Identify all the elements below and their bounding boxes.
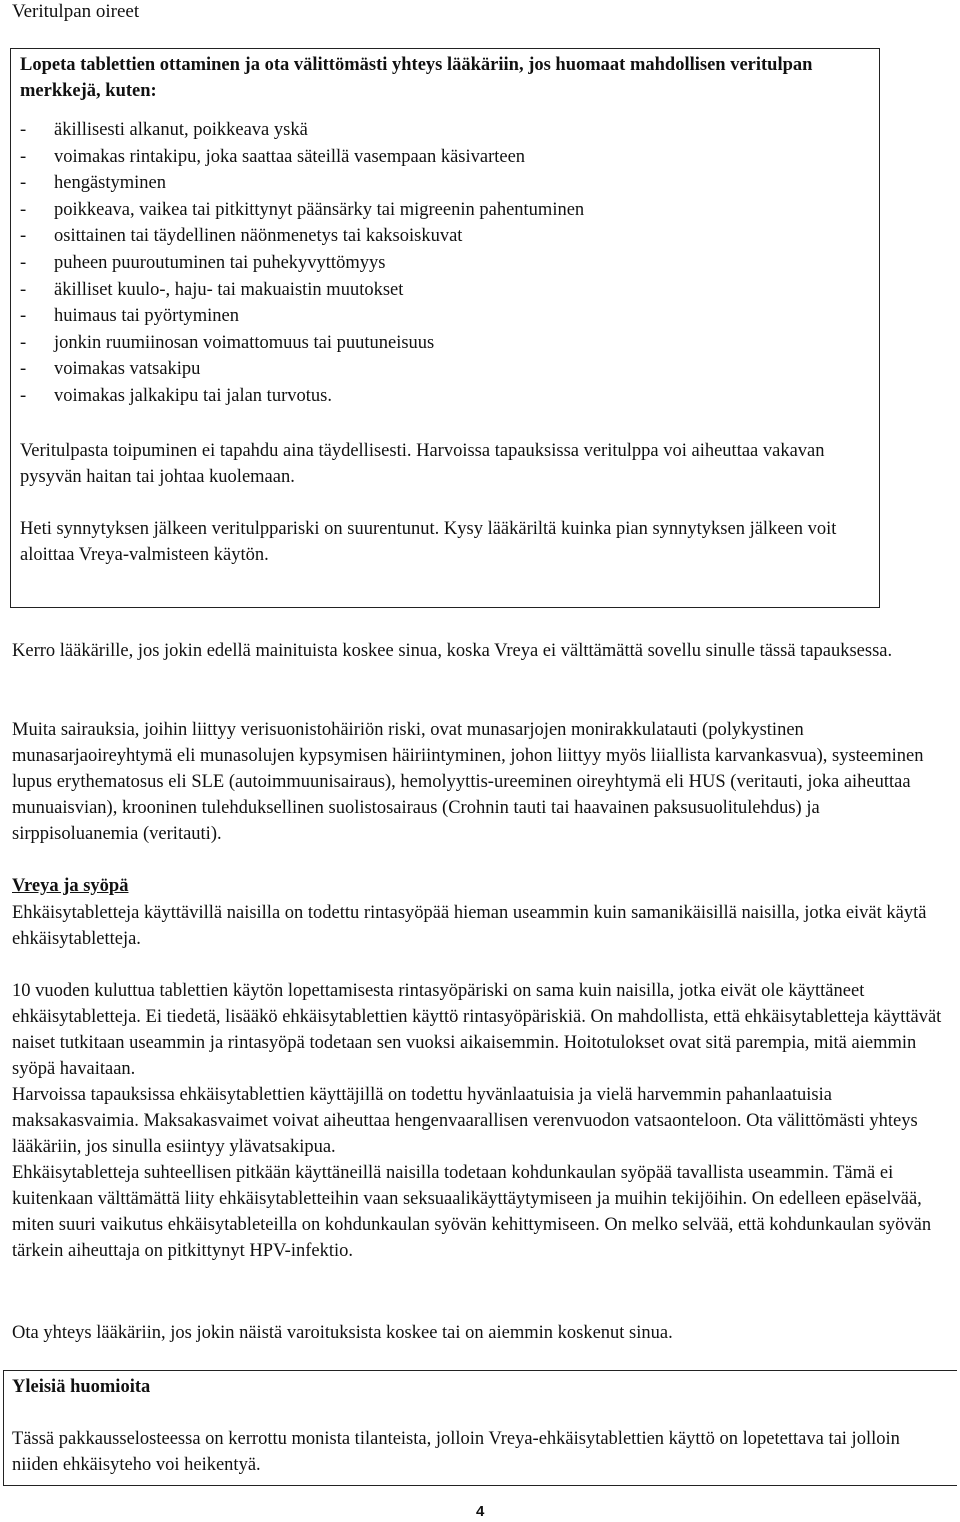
list-item (20, 253, 584, 280)
list-item-text: puheen puuroutuminen tai puhekyvyttömyys (54, 252, 386, 273)
list-item-text: voimakas jalkakipu tai jalan turvotus. (54, 385, 332, 406)
tell-doctor-paragraph: Kerro lääkärille, jos jokin edellä mainituista koskee sinua, koska Vreya ei välttämättä sovellu sinulle tässä tapauksessa. (12, 641, 893, 661)
list-item (20, 120, 584, 147)
breast-cancer-risk-paragraph: 10 vuoden kuluttua tablettien käytön lopettamisesta rintasyöpäriski on sama kuin naisilla, jotka eivät ole käyttäneet ehkäisytabletteja. Ei tiedetä, lisääkö ehkäisytablettien käyttö rintasyöpäriskiä. On mahdollista, että ehkäisytabletteja käyttävät naiset tutkitaan useammin ja rintasyöpä todetaan sen vuoksi aikaisemmin. Hoitotulokset ovat sitä parempia, mitä aiemmin syöpä havaitaan. (12, 981, 942, 1079)
symptom-list (20, 120, 584, 413)
list-item-text: jonkin ruumiinosan voimattomuus tai puutuneisuus (54, 332, 435, 353)
bullet-dash: - (20, 146, 27, 167)
bullet-dash: - (20, 252, 27, 273)
other-conditions-paragraph: Muita sairauksia, joihin liittyy verisuonistohäiriön riski, ovat munasarjojen monirakkulatauti (polykystinen munasarjaoireyhtymä eli munasolujen kypsymisen häiriintyminen, johon liittyy myös liiallista karvankasvua), systeeminen lupus erythematosus eli SLE (autoimmuunisairaus), hemolyyttis-ureeminen oireyhtymä eli HUS (veritauti, joka aiheuttaa munuaisvian), krooninen tulehduksellinen suolistosairaus (Crohnin tauti tai haavainen paksusuolitulehdus) ja sirppisoluanemia (veritauti). (12, 720, 924, 844)
bullet-dash: - (20, 173, 27, 194)
bullet-dash: - (20, 359, 27, 380)
list-item (20, 280, 584, 307)
list-item (20, 333, 584, 360)
bullet-dash: - (20, 199, 27, 220)
list-item-text: huimaus tai pyörtyminen (54, 306, 239, 327)
bullet-dash: - (20, 306, 27, 327)
section-title: Veritulpan oireet (12, 1, 140, 22)
cancer-risk-text (12, 978, 947, 1264)
liver-tumour-paragraph: Harvoissa tapauksissa ehkäisytablettien käyttäjillä on todettu hyvänlaatuisia ja vielä harvemmin pahanlaatuisia maksakasvaimia. Maksakasvaimet voivat aiheuttaa hengenvaarallisen verenvuodon vatsaonteloon. Ota välittömästi yhteys lääkäriin, jos sinulla esiintyy ylävatsakipua. (12, 1085, 918, 1157)
list-item-text: hengästyminen (54, 173, 167, 194)
bullet-dash: - (20, 332, 27, 353)
warning-heading: Lopeta tablettien ottaminen ja ota välittömästi yhteys lääkäriin, jos huomaat mahdollisen veritulpan merkkejä, kuten: (20, 55, 813, 101)
list-item-text: voimakas vatsakipu (54, 359, 201, 380)
list-item (20, 147, 584, 174)
bullet-dash: - (20, 226, 27, 247)
general-notes-paragraph: Tässä pakkausselosteessa on kerrottu monista tilanteista, jolloin Vreya-ehkäisytablettien käyttö on lopetettava tai jolloin niiden ehkäisyteho voi heikentyä. (12, 1429, 900, 1475)
list-item-text: voimakas rintakipu, joka saattaa säteillä vasempaan käsivarteen (54, 146, 526, 167)
list-item (20, 173, 584, 200)
cervical-cancer-paragraph: Ehkäisytabletteja suhteellisen pitkään käyttäneillä naisilla todetaan kohdunkaulan syöpää tavallista useammin. Tämä ei kuitenkaan välttämättä liity ehkäisytabletteihin vaan seksuaalikäyttäytymiseen ja muihin tekijöihin. On edelleen epäselvää, miten suuri vaikutus ehkäisytableteilla on kohdunkaulan syövän kehittymiseen. On melko selvää, että kohdunkaulan syövän tärkein aiheuttaja on pitkittynyt HPV-infektio. (12, 1163, 932, 1261)
cancer-section-heading: Vreya ja syöpä (12, 876, 129, 896)
contact-doctor-paragraph: Ota yhteys lääkäriin, jos jokin näistä varoituksista koskee tai on aiemmin koskenut sinua. (12, 1323, 673, 1343)
list-item (20, 226, 584, 253)
list-item-text: osittainen tai täydellinen näönmenetys tai kaksoiskuvat (54, 226, 463, 247)
postpartum-paragraph: Heti synnytyksen jälkeen veritulppariski on suurentunut. Kysy lääkäriltä kuinka pian synnytyksen jälkeen voit aloittaa Vreya-valmisteen käytön. (20, 519, 837, 565)
list-item-text: poikkeava, vaikea tai pitkittynyt päänsärky tai migreenin pahentuminen (54, 199, 585, 220)
bullet-dash: - (20, 385, 27, 406)
bullet-dash: - (20, 279, 27, 300)
general-notes-heading: Yleisiä huomioita (12, 1377, 151, 1397)
list-item (20, 386, 584, 413)
breast-cancer-paragraph: Ehkäisytabletteja käyttävillä naisilla on todettu rintasyöpää hieman useammin kuin samanikäisillä naisilla, jotka eivät käytä ehkäisytabletteja. (12, 903, 927, 949)
list-item (20, 306, 584, 333)
recovery-paragraph: Veritulpasta toipuminen ei tapahdu aina täydellisesti. Harvoissa tapauksissa veritulppa voi aiheuttaa vakavan pysyvän haitan tai johtaa kuolemaan. (20, 441, 825, 487)
page-number: 4 (476, 1503, 485, 1520)
bullet-dash: - (20, 120, 27, 140)
list-item-text: äkilliset kuulo-, haju- tai makuaistin muutokset (54, 279, 404, 300)
list-item-text: äkillisesti alkanut, poikkeava yskä (54, 120, 308, 140)
list-item (20, 200, 584, 227)
list-item (20, 359, 584, 386)
